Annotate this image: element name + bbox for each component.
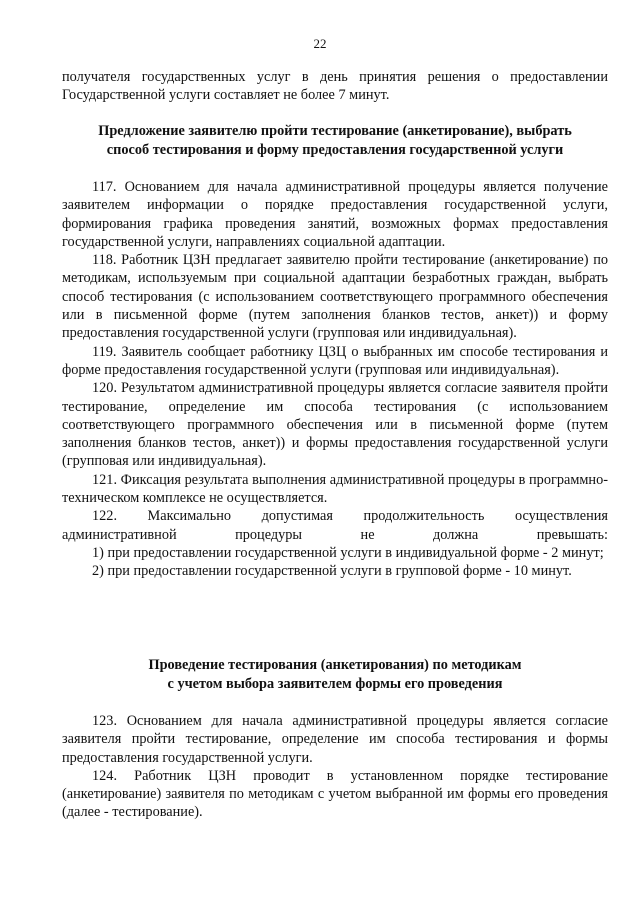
intro-paragraph: получателя государственных услуг в день принятия решения о предоставлении Государственной услуги составляет не более 7 минут.	[62, 69, 608, 104]
paragraph-123: 123. Основанием для начала административной процедуры является согласие заявителя пройти тестирование, определение им способа тестирования и формы предоставления государственной услуги.	[62, 713, 608, 766]
section2-heading-line1: Проведение тестирования (анкетирования) по методикам	[148, 657, 522, 673]
paragraph-119: 119. Заявитель сообщает работнику ЦЗЦ о выбранных им способе тестирования и форме предоставления государственной услуги (групповая или индивидуальная).	[62, 343, 608, 378]
section2-heading	[62, 656, 608, 693]
list-item-2: 2) при предоставлении государственной услуги в групповой форме - 10 минут.	[92, 563, 572, 580]
intro-block	[62, 68, 608, 105]
paragraph-124: 124. Работник ЦЗН проводит в установленном порядке тестирование (анкетирование) заявителя по методикам с учетом выбранной им формы его проведения (далее - тестирование).	[62, 767, 608, 821]
paragraph-117: 117. Основанием для начала административной процедуры является получение заявителем информации о порядке предоставления государственной услуги, формирования графика проведения занятий, возможных формах предоставления государственной услуги, направлениях социальной адаптации.	[62, 179, 608, 250]
page-number: 22	[313, 36, 327, 51]
section1-heading: Предложение заявителю пройти тестирование (анкетирование), выбрать способ тестирования и форму предоставления государственной услуги	[98, 123, 572, 158]
paragraph-122: 122. Максимально допустимая продолжительность осуществления административной процедуры не должна превышать:	[62, 508, 608, 543]
list-item-1: 1) при предоставлении государственной услуги в индивидуальной форме - 2 минут;	[92, 544, 604, 561]
paragraph-121: 121. Фиксация результата выполнения административной процедуры в программно-техническом комплексе не осуществляется.	[62, 471, 608, 507]
section2-heading-line2: с учетом выбора заявителем формы его проведения	[167, 675, 503, 692]
paragraph-120: 120. Результатом административной процедуры является согласие заявителя пройти тестирование, определение им способа тестирования (с использованием соответствующего программного обеспечения или в письменной форме (путем заполнения бланков тестов, анкет)) и формы предоставления государственной услуги (групповая или индивидуальная).	[62, 380, 608, 470]
section2-body	[62, 712, 608, 822]
section1-body	[62, 178, 608, 581]
paragraph-118: 118. Работник ЦЗН предлагает заявителю пройти тестирование (анкетирование) по методикам, используемым при социальной адаптации безработных граждан, выбрать способ тестирования (с использованием соответствующего программного обеспечения или в письменной форме (путем заполнения бланков тестов, анкет)) и форму предоставления государственной услуги (групповая или индивидуальная).	[62, 252, 608, 342]
